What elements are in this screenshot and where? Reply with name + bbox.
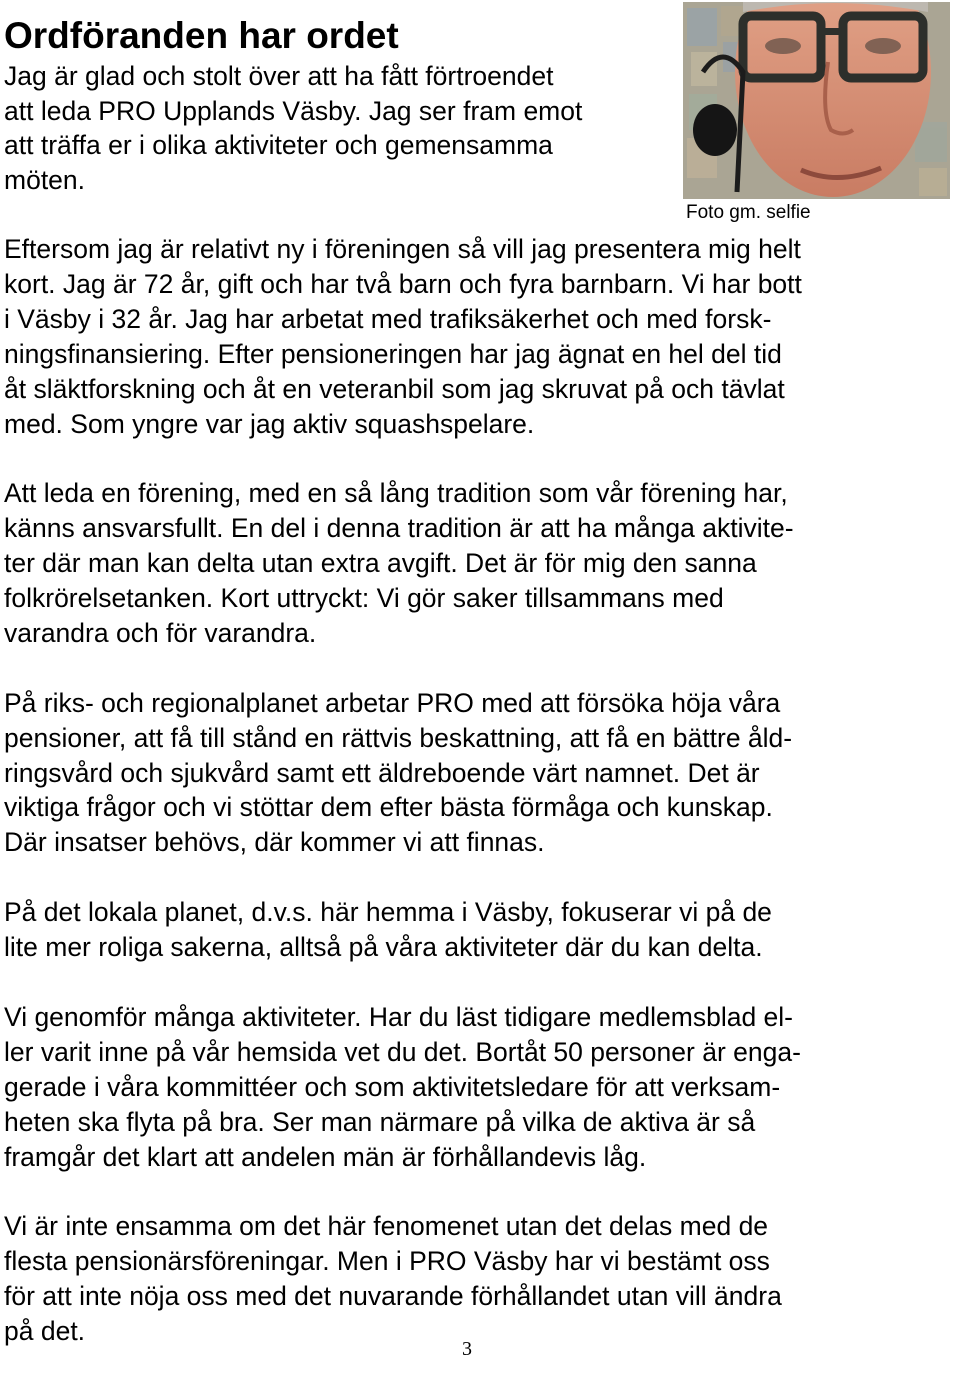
body-paragraph: Vi är inte ensamma om det här fenomenet utan det delas med de flesta pensionärsföreningar. Men i PRO Väsby har vi bestämt oss för att inte nöja oss med det nuvarande förhållandet utan vill ändra på det. <box>4 1211 782 1347</box>
body-paragraph: På riks- och regionalplanet arbetar PRO med att försöka höja våra pensioner, att få till stånd en rättvis beskattning, att få en bättre åld- ringsvård och sjukvård samt ett äldreboende värt namnet. Det är viktiga frågor och vi stöttar dem efter bästa förmåga och kunskap. Där insatser behövs, där kommer vi att finnas. <box>4 687 793 858</box>
photo-caption: Foto gm. selfie <box>686 202 811 223</box>
body-paragraph: Eftersom jag är relativt ny i föreningen så vill jag presentera mig helt kort. Jag är 72 år, gift och har två barn och fyra barnbarn. Vi har bott i Väsby i 32 år. Jag har arbetat med trafiksäkerhet och med forsk- ningsfinansiering. Efter pensioneringen har jag ägnat en hel del tid åt släktforskning och åt en veteranbil som jag skruvat på och tävlat med. Som yngre var jag aktiv squashspelare. <box>4 234 802 439</box>
page-number: 3 <box>462 1338 472 1360</box>
article-body <box>4 232 949 1384</box>
body-paragraph: På det lokala planet, d.v.s. här hemma i Väsby, fokuserar vi på de lite mer roliga sakerna, alltså på våra aktiviteter där du kan delta. <box>4 897 772 963</box>
article-title: Ordföranden har ordet <box>4 15 399 56</box>
body-paragraph: Att leda en förening, med en så lång tradition som vår förening har, känns ansvarsfullt. En del i denna tradition är att ha många aktivite- ter där man kan delta utan extra avgift. Det är för mig den sanna folkrörelsetanken. Kort uttryckt: Vi gör saker tillsammans med varandra och för varandra. <box>4 478 794 648</box>
intro-paragraph: Jag är glad och stolt över att ha fått förtroendet att leda PRO Upplands Väsby. Jag ser fram emot att träffa er i olika aktiviteter och gemensamma möten. <box>4 61 583 195</box>
body-paragraph: Vi genomför många aktiviteter. Har du läst tidigare medlemsblad el- ler varit inne på vår hemsida vet du det. Bortåt 50 personer är enga- gerade i våra kommittéer och som aktivitetsledare för att verksam- heten ska flyta på bra. Ser man närmare på vilka de aktiva är så framgår det klart att andelen män är förhållandevis låg. <box>4 1001 801 1172</box>
author-photo <box>683 2 950 199</box>
portrait-image <box>683 2 950 199</box>
